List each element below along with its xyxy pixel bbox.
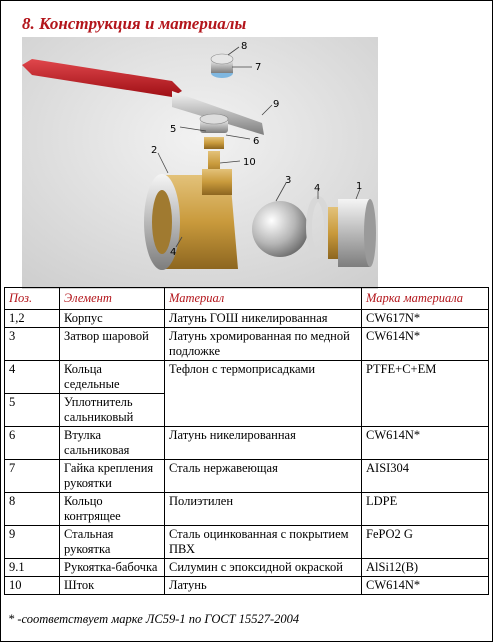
cell-pos: 6	[5, 427, 60, 460]
callout-6: 10	[243, 157, 256, 168]
cell-pos: 10	[5, 577, 60, 595]
cell-pos: 7	[5, 460, 60, 493]
cell-grade: CW614N*	[362, 427, 489, 460]
callout-3: 5	[170, 124, 177, 135]
header-element: Элемент	[60, 288, 165, 310]
cell-element: Гайка крепления рукоятки	[60, 460, 165, 493]
callout-0: 8	[241, 41, 248, 52]
header-grade: Марка материала	[362, 288, 489, 310]
callout-7: 3	[285, 175, 292, 186]
callout-1: 7	[255, 62, 262, 73]
cell-element: Рукоятка-бабочка	[60, 559, 165, 577]
cell-grade: CW614N*	[362, 577, 489, 595]
cell-grade: FePO2 G	[362, 526, 489, 559]
table-header-row	[5, 288, 489, 310]
materials-table	[4, 287, 489, 595]
table-row	[5, 577, 489, 595]
header-material: Материал	[165, 288, 362, 310]
cell-material: Сталь нержавеющая	[165, 460, 362, 493]
callout-8: 4	[314, 183, 321, 194]
callout-5: 2	[151, 145, 158, 156]
table-row	[5, 328, 489, 361]
table-row	[5, 460, 489, 493]
nut-ring	[211, 54, 233, 78]
cell-pos: 3	[5, 328, 60, 361]
table-row	[5, 559, 489, 577]
cell-grade: CW614N*	[362, 328, 489, 361]
cell-pos: 1,2	[5, 310, 60, 328]
cell-element: Кольцо контрящее	[60, 493, 165, 526]
cell-element: Кольца седельные	[60, 361, 165, 394]
table-row	[5, 310, 489, 328]
footnote: * -соответствует марке ЛС59-1 по ГОСТ 15527-2004	[8, 612, 300, 626]
cell-material: Полиэтилен	[165, 493, 362, 526]
ball	[252, 201, 308, 257]
cell-element: Корпус	[60, 310, 165, 328]
cell-grade: PTFE+C+EM	[362, 361, 489, 427]
cell-element: Шток	[60, 577, 165, 595]
cell-grade: LDPE	[362, 493, 489, 526]
cell-element: Уплотнитель сальниковый	[60, 394, 165, 427]
header-pos: Поз.	[5, 288, 60, 310]
end-connector	[328, 199, 376, 267]
cell-material: Латунь хромированная по медной подложке	[165, 328, 362, 361]
table-row	[5, 427, 489, 460]
cell-pos: 8	[5, 493, 60, 526]
table-row	[5, 361, 489, 394]
cell-pos: 9	[5, 526, 60, 559]
cell-material: Латунь	[165, 577, 362, 595]
callout-10: 4	[170, 247, 177, 258]
callout-2: 9	[273, 99, 280, 110]
cell-grade: AlSi12(B)	[362, 559, 489, 577]
cell-grade: AISI304	[362, 460, 489, 493]
cell-material: Латунь никелированная	[165, 427, 362, 460]
cell-material: Тефлон с термоприсадками	[165, 361, 362, 427]
cell-material: Сталь оцинкованная с покрытием ПВХ	[165, 526, 362, 559]
cell-material: Латунь ГОШ никелированная	[165, 310, 362, 328]
cell-element: Затвор шаровой	[60, 328, 165, 361]
table-row	[5, 526, 489, 559]
cell-element: Втулка сальниковая	[60, 427, 165, 460]
callout-9: 1	[356, 181, 363, 192]
table-row	[5, 493, 489, 526]
cell-material: Силумин с эпоксидной окраской	[165, 559, 362, 577]
cell-grade: CW617N*	[362, 310, 489, 328]
cell-pos: 9.1	[5, 559, 60, 577]
section-title: 8. Конструкция и материалы	[22, 14, 247, 33]
valve-exploded-illustration	[22, 37, 378, 289]
cell-pos: 4	[5, 361, 60, 394]
cell-pos: 5	[5, 394, 60, 427]
cell-element: Стальная рукоятка	[60, 526, 165, 559]
body	[144, 169, 238, 270]
callout-4: 6	[253, 136, 260, 147]
